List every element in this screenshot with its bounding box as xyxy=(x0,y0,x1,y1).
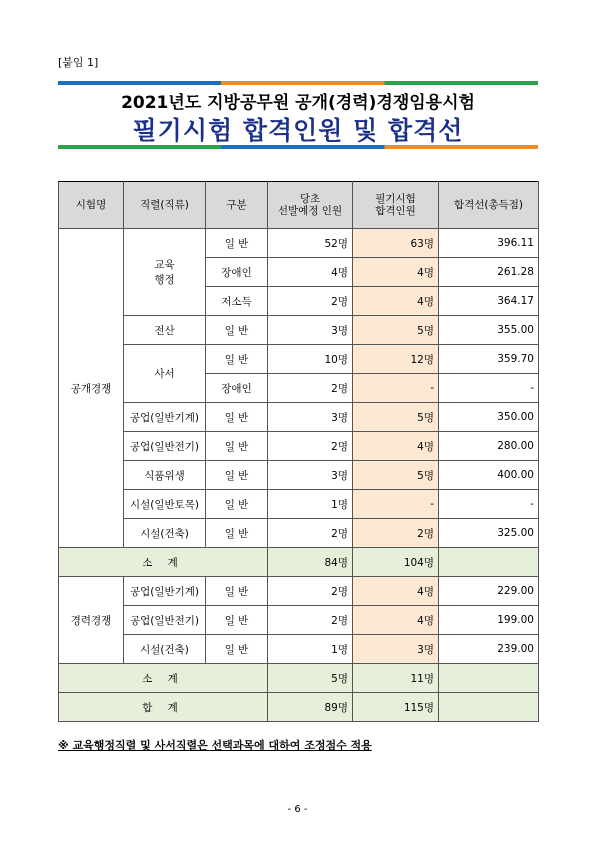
table-row xyxy=(59,316,539,345)
cutoff-cell: 355.00 xyxy=(439,316,539,345)
header-passed-line2: 합격인원 xyxy=(375,205,416,217)
document-title-line1: 2021년도 지방공무원 공개(경력)경쟁임용시험 xyxy=(121,93,475,113)
document-title-line2: 필기시험 합격인원 및 합격선 xyxy=(132,116,464,145)
table-row xyxy=(59,635,539,664)
table-row xyxy=(59,345,539,374)
exam-type-cell: 경력경쟁 xyxy=(59,577,124,664)
cutoff-cell: 364.17 xyxy=(439,287,539,316)
summary-label: 소 계 xyxy=(59,664,268,693)
category-cell: 일 반 xyxy=(206,345,268,374)
planned-cell: 2명 xyxy=(268,287,353,316)
job-cell: 공업(일반전기) xyxy=(124,432,206,461)
summary-cutoff-empty xyxy=(439,664,539,693)
page-number: - 6 - xyxy=(287,804,308,815)
total-row xyxy=(59,693,539,722)
header-exam: 시험명 xyxy=(59,182,124,229)
header-category: 구분 xyxy=(206,182,268,229)
category-cell: 일 반 xyxy=(206,635,268,664)
passed-cell: 2명 xyxy=(353,519,439,548)
table-row xyxy=(59,461,539,490)
header-planned xyxy=(268,182,353,229)
passed-cell: 4명 xyxy=(353,258,439,287)
summary-planned: 89명 xyxy=(268,693,353,722)
passed-cell: 4명 xyxy=(353,577,439,606)
subtotal-row xyxy=(59,548,539,577)
summary-label: 소 계 xyxy=(59,548,268,577)
header-passed-line1: 필기시험 xyxy=(375,192,416,205)
cutoff-cell: 325.00 xyxy=(439,519,539,548)
planned-cell: 3명 xyxy=(268,461,353,490)
table-row xyxy=(59,403,539,432)
table-header-row xyxy=(59,182,539,229)
cutoff-cell: 359.70 xyxy=(439,345,539,374)
passed-cell: 12명 xyxy=(353,345,439,374)
cutoff-cell: 261.28 xyxy=(439,258,539,287)
planned-cell: 2명 xyxy=(268,374,353,403)
table-row xyxy=(59,432,539,461)
category-cell: 저소득 xyxy=(206,287,268,316)
job-cell: 공업(일반기계) xyxy=(124,577,206,606)
table-row xyxy=(59,577,539,606)
header-planned-line2: 선발예정 인원 xyxy=(277,205,343,217)
job-cell: 교육 행정 xyxy=(124,229,206,316)
footnote: ※ 교육행정직렬 및 사서직렬은 선택과목에 대하여 조정점수 적용 xyxy=(58,739,372,752)
summary-passed: 104명 xyxy=(353,548,439,577)
category-cell: 일 반 xyxy=(206,606,268,635)
passed-cell: 5명 xyxy=(353,461,439,490)
category-cell: 일 반 xyxy=(206,490,268,519)
category-cell: 일 반 xyxy=(206,519,268,548)
header-passed xyxy=(353,182,439,229)
table-row xyxy=(59,519,539,548)
cutoff-cell: 400.00 xyxy=(439,461,539,490)
planned-cell: 3명 xyxy=(268,403,353,432)
summary-cutoff-empty xyxy=(439,693,539,722)
summary-planned: 84명 xyxy=(268,548,353,577)
subtotal-row xyxy=(59,664,539,693)
job-cell: 시설(일반토목) xyxy=(124,490,206,519)
category-cell: 일 반 xyxy=(206,577,268,606)
summary-cutoff-empty xyxy=(439,548,539,577)
planned-cell: 4명 xyxy=(268,258,353,287)
cutoff-cell: 239.00 xyxy=(439,635,539,664)
results-table xyxy=(58,181,539,722)
category-cell: 일 반 xyxy=(206,403,268,432)
header-cutoff: 합격선(총득점) xyxy=(439,182,539,229)
passed-cell: 4명 xyxy=(353,287,439,316)
summary-passed: 115명 xyxy=(353,693,439,722)
category-cell: 일 반 xyxy=(206,316,268,345)
category-cell: 장애인 xyxy=(206,258,268,287)
cutoff-cell: 396.11 xyxy=(439,229,539,258)
header-job: 직렬(직류) xyxy=(124,182,206,229)
summary-planned: 5명 xyxy=(268,664,353,693)
passed-cell: 4명 xyxy=(353,606,439,635)
passed-cell: - xyxy=(353,374,439,403)
cutoff-cell: 229.00 xyxy=(439,577,539,606)
passed-cell: 63명 xyxy=(353,229,439,258)
category-cell: 일 반 xyxy=(206,432,268,461)
passed-cell: 4명 xyxy=(353,432,439,461)
cutoff-cell: - xyxy=(439,374,539,403)
category-cell: 일 반 xyxy=(206,461,268,490)
planned-cell: 2명 xyxy=(268,432,353,461)
summary-label: 합 계 xyxy=(59,693,268,722)
exam-type-cell: 공개경쟁 xyxy=(59,229,124,548)
cutoff-cell: 199.00 xyxy=(439,606,539,635)
table-row xyxy=(59,606,539,635)
job-cell: 전산 xyxy=(124,316,206,345)
passed-cell: 5명 xyxy=(353,316,439,345)
title-bottom-bar xyxy=(58,145,538,149)
planned-cell: 2명 xyxy=(268,577,353,606)
category-cell: 장애인 xyxy=(206,374,268,403)
planned-cell: 1명 xyxy=(268,635,353,664)
header-planned-line1: 당초 xyxy=(299,192,321,205)
attachment-label: [붙임 1] xyxy=(58,56,99,69)
planned-cell: 10명 xyxy=(268,345,353,374)
passed-cell: 3명 xyxy=(353,635,439,664)
cutoff-cell: 280.00 xyxy=(439,432,539,461)
job-cell: 시설(건축) xyxy=(124,519,206,548)
job-cell: 공업(일반기계) xyxy=(124,403,206,432)
planned-cell: 52명 xyxy=(268,229,353,258)
title-top-bar xyxy=(58,81,538,85)
table-row xyxy=(59,229,539,258)
planned-cell: 3명 xyxy=(268,316,353,345)
passed-cell: 5명 xyxy=(353,403,439,432)
job-cell: 공업(일반전기) xyxy=(124,606,206,635)
cutoff-cell: 350.00 xyxy=(439,403,539,432)
planned-cell: 2명 xyxy=(268,519,353,548)
summary-passed: 11명 xyxy=(353,664,439,693)
cutoff-cell: - xyxy=(439,490,539,519)
planned-cell: 1명 xyxy=(268,490,353,519)
passed-cell: - xyxy=(353,490,439,519)
table-row xyxy=(59,490,539,519)
job-cell: 식품위생 xyxy=(124,461,206,490)
job-cell: 시설(건축) xyxy=(124,635,206,664)
planned-cell: 2명 xyxy=(268,606,353,635)
category-cell: 일 반 xyxy=(206,229,268,258)
job-cell: 사서 xyxy=(124,345,206,403)
